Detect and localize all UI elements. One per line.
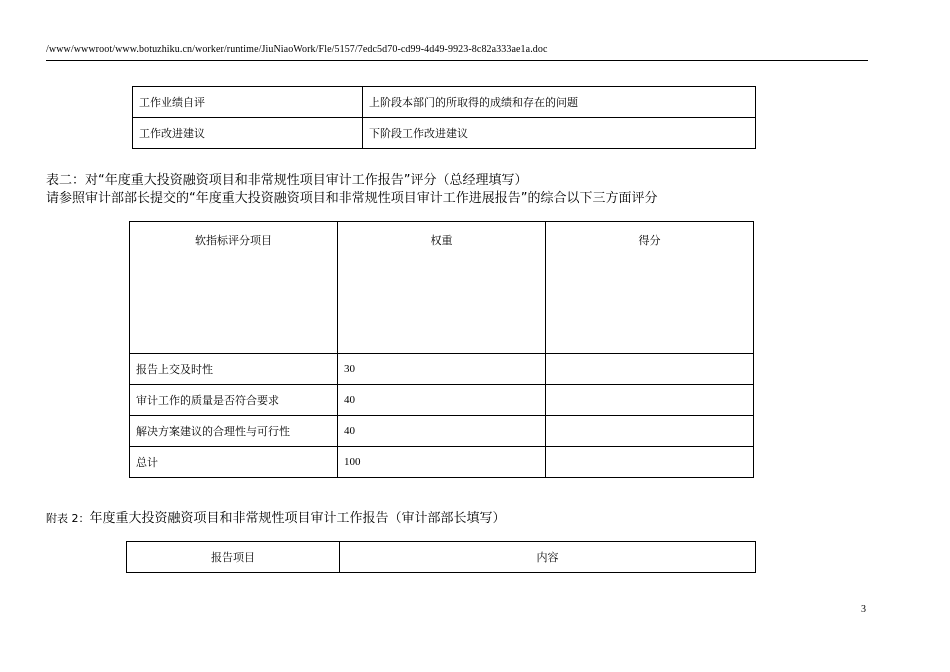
table-header-row [127,542,756,573]
table-cell: 下阶段工作改进建议 [363,118,756,149]
table-cell: 40 [338,385,546,416]
table-row [130,416,754,447]
table-cell: 解决方案建议的合理性与可行性 [130,416,338,447]
appendix-prefix: 附表 2： [46,512,90,525]
table-row [130,385,754,416]
table-cell: 审计工作的质量是否符合要求 [130,385,338,416]
table-cell: 40 [338,416,546,447]
column-header: 权重 [338,222,546,354]
column-header: 得分 [546,222,754,354]
table-cell: 100 [338,447,546,478]
table-cell: 总计 [130,447,338,478]
page-number: 3 [861,604,866,615]
report-table [126,541,756,573]
column-header: 软指标评分项目 [130,222,338,354]
score-cell [546,354,754,385]
table-cell: 30 [338,354,546,385]
table-cell: 报告上交及时性 [130,354,338,385]
scoring-table [129,221,754,478]
score-cell [546,385,754,416]
table2-intro: 请参照审计部部长提交的“年度重大投资融资项目和非常规性项目审计工作进展报告”的综合以下三方面评分 [46,191,658,206]
self-assessment-table [132,86,756,149]
column-header: 内容 [340,542,756,573]
table-cell: 工作改进建议 [133,118,363,149]
table-cell: 上阶段本部门的所取得的成绩和存在的问题 [363,87,756,118]
column-header: 报告项目 [127,542,340,573]
table-row [130,354,754,385]
table-row [130,447,754,478]
table2-title: 表二：对“年度重大投资融资项目和非常规性项目审计工作报告”评分（总经理填写） [46,173,528,188]
appendix-title-text: 年度重大投资融资项目和非常规性项目审计工作报告（审计部部长填写） [89,511,506,526]
document-file-path: /www/wwwroot/www.botuzhiku.cn/worker/runtime/JiuNiaoWork/Fle/5157/7edc5d70-cd99-4d49-9923-8c82a333ae1a.doc [46,44,548,55]
table-header-row [130,222,754,354]
header-divider [46,60,868,61]
score-cell [546,447,754,478]
score-cell [546,416,754,447]
table-row [133,87,756,118]
table-cell: 工作业绩自评 [133,87,363,118]
table-row [133,118,756,149]
appendix-table-title [46,507,506,526]
